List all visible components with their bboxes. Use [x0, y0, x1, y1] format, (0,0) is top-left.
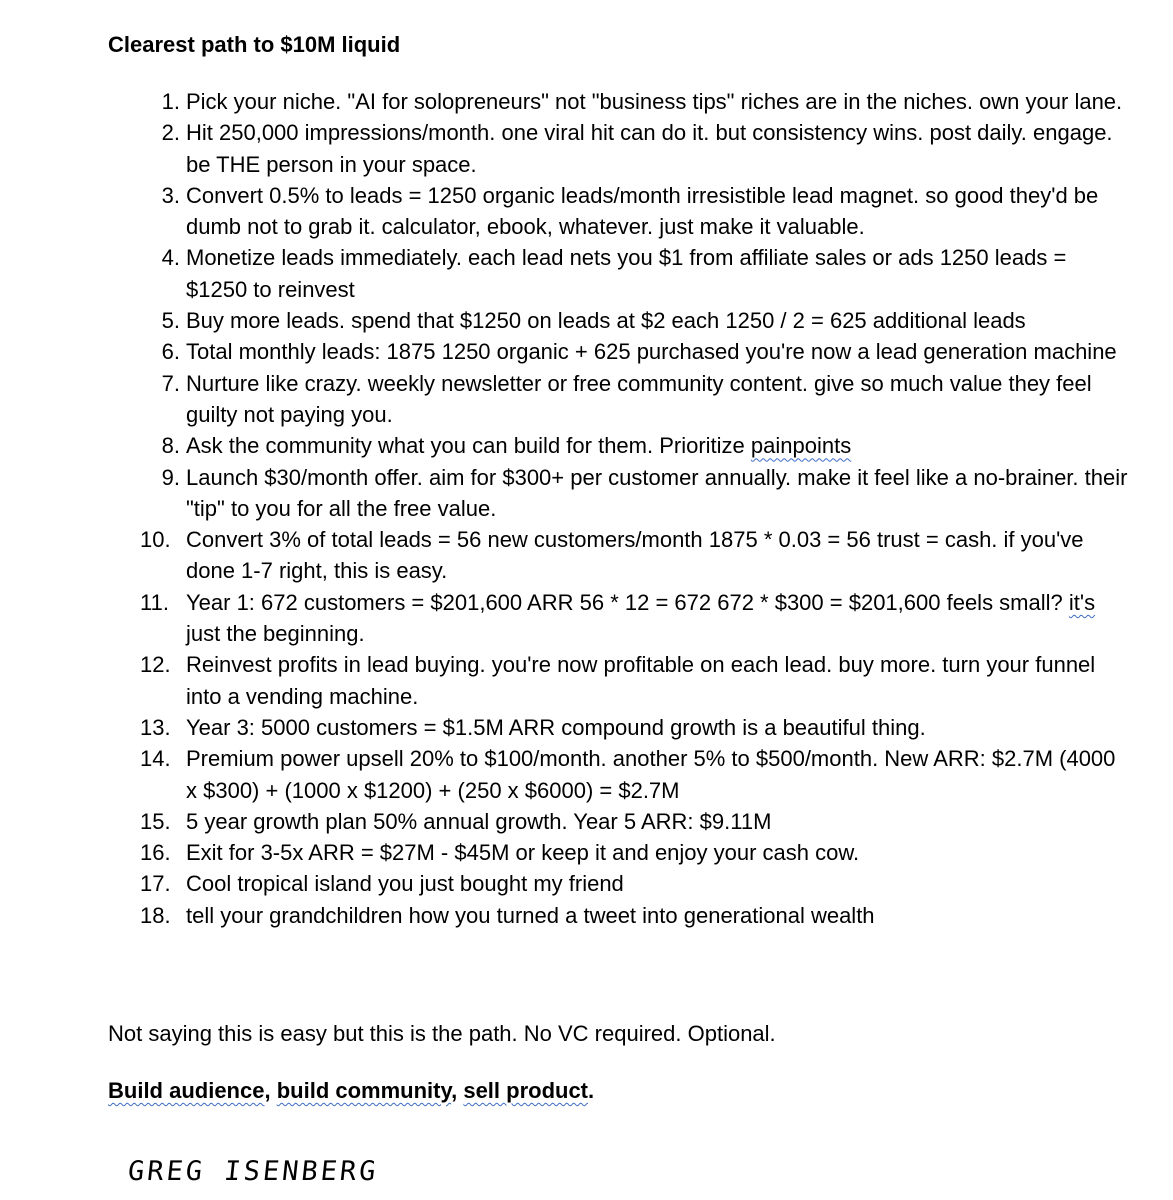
- call-to-action: [108, 1076, 594, 1106]
- list-number: 5.: [161, 308, 180, 334]
- list-text: 5 year growth plan 50% annual growth. Year 5 ARR: $9.11M: [186, 808, 772, 834]
- list-item: [140, 305, 1130, 336]
- list-text-part: Ask the community what you can build for them. Prioritize: [186, 433, 751, 459]
- list-text: tell your grandchildren how you turned a tweet into generational wealth: [186, 902, 875, 928]
- list-item: [140, 430, 1130, 461]
- list-number: 7.: [161, 370, 180, 396]
- list-text-part: just the beginning.: [186, 621, 365, 647]
- list-text: Total monthly leads: 1875 1250 organic + 625 purchased you're now a lead generation machine: [186, 339, 1117, 365]
- spellcheck-flagged-phrase[interactable]: sell product: [463, 1078, 589, 1103]
- list-text-part: Year 1: 672 customers = $201,600 ARR 56 * 12 = 672 672 * $300 = $201,600 feels small?: [186, 589, 1069, 615]
- list-number: 8.: [161, 433, 180, 459]
- list-number: 10.: [140, 527, 171, 553]
- list-number: 17.: [140, 871, 171, 897]
- list-item: [140, 462, 1130, 525]
- list-number: 11.: [140, 589, 169, 615]
- list-number: 3.: [161, 182, 180, 208]
- list-number: 15.: [140, 808, 171, 834]
- spellcheck-flagged-word[interactable]: it's: [1068, 589, 1096, 615]
- list-number: 12.: [140, 652, 171, 678]
- list-text: Reinvest profits in lead buying. you're now profitable on each lead. buy more. turn your funnel into a vending machine.: [186, 652, 1096, 709]
- list-item: [140, 806, 1130, 837]
- list-item: [140, 180, 1130, 243]
- list-text: Nurture like crazy. weekly newsletter or free community content. give so much value they feel guilty not paying you.: [186, 370, 1092, 427]
- list-number: 4.: [161, 245, 180, 271]
- list-item: [140, 524, 1130, 587]
- cta-separator: ,: [451, 1078, 464, 1103]
- list-number: 1.: [161, 89, 180, 114]
- list-item: [140, 86, 1130, 117]
- list-item: [140, 868, 1130, 899]
- list-item: [140, 242, 1130, 305]
- list-item: [140, 712, 1130, 743]
- closing-paragraph: Not saying this is easy but this is the path. No VC required. Optional.: [108, 1021, 776, 1046]
- list-item: [140, 587, 1130, 650]
- list-item: [140, 649, 1130, 712]
- list-text: Convert 3% of total leads = 56 new customers/month 1875 * 0.03 = 56 trust = cash. if you've done 1-7 right, this is easy.: [186, 527, 1084, 584]
- list-text: Year 3: 5000 customers = $1.5M ARR compound growth is a beautiful thing.: [186, 714, 926, 740]
- list-text: [186, 590, 1095, 646]
- list-text: Hit 250,000 impressions/month. one viral hit can do it. but consistency wins. post daily. engage. be THE person in your space.: [186, 120, 1113, 177]
- list-text: Convert 0.5% to leads = 1250 organic leads/month irresistible lead magnet. so good they'd be dumb not to grab it. calculator, ebook, whatever. just make it valuable.: [186, 182, 1099, 240]
- document-title: Clearest path to $10M liquid: [108, 32, 401, 57]
- list-number: 6.: [161, 339, 180, 365]
- list-item: [140, 743, 1130, 806]
- list-item: [140, 837, 1130, 868]
- list-text: Buy more leads. spend that $1250 on leads at $2 each 1250 / 2 = 625 additional leads: [186, 308, 1026, 334]
- list-item: [140, 336, 1130, 367]
- list-text: Exit for 3-5x ARR = $27M - $45M or keep it and enjoy your cash cow.: [186, 840, 860, 866]
- spellcheck-flagged-word[interactable]: painpoints: [750, 433, 852, 459]
- list-number: 18.: [140, 902, 171, 928]
- spellcheck-flagged-phrase[interactable]: build community: [276, 1078, 452, 1103]
- cta-separator: ,: [264, 1078, 277, 1103]
- cta-period: .: [588, 1078, 595, 1103]
- list-number: 14.: [140, 746, 171, 772]
- list-text: Monetize leads immediately. each lead nets you $1 from affiliate sales or ads 1250 leads = $1250 to reinvest: [186, 245, 1067, 302]
- handwritten-signature: GREG ISENBERG: [126, 1156, 381, 1187]
- list-item: [140, 117, 1130, 180]
- list-text: Launch $30/month offer. aim for $300+ per customer annually. make it feel like a no-brainer. their "tip" to you for all the free value.: [186, 464, 1128, 521]
- list-number: 13.: [140, 714, 171, 740]
- list-text: Premium power upsell 20% to $100/month. another 5% to $500/month. New ARR: $2.7M (4000 x $300) + (1000 x $1200) + (250 x $6000) = $2.7M: [186, 746, 1116, 803]
- list-text: Pick your niche. "AI for solopreneurs" not "business tips" riches are in the niches. own your lane.: [186, 89, 1123, 114]
- list-item: [140, 900, 1130, 931]
- spellcheck-flagged-phrase[interactable]: Build audience: [108, 1078, 265, 1103]
- steps-list: [140, 86, 1130, 931]
- list-text: [186, 433, 851, 458]
- list-number: 2.: [161, 120, 180, 146]
- list-text: Cool tropical island you just bought my friend: [186, 871, 624, 897]
- list-number: 16.: [140, 840, 171, 866]
- list-item: [140, 368, 1130, 431]
- list-number: 9.: [161, 464, 180, 490]
